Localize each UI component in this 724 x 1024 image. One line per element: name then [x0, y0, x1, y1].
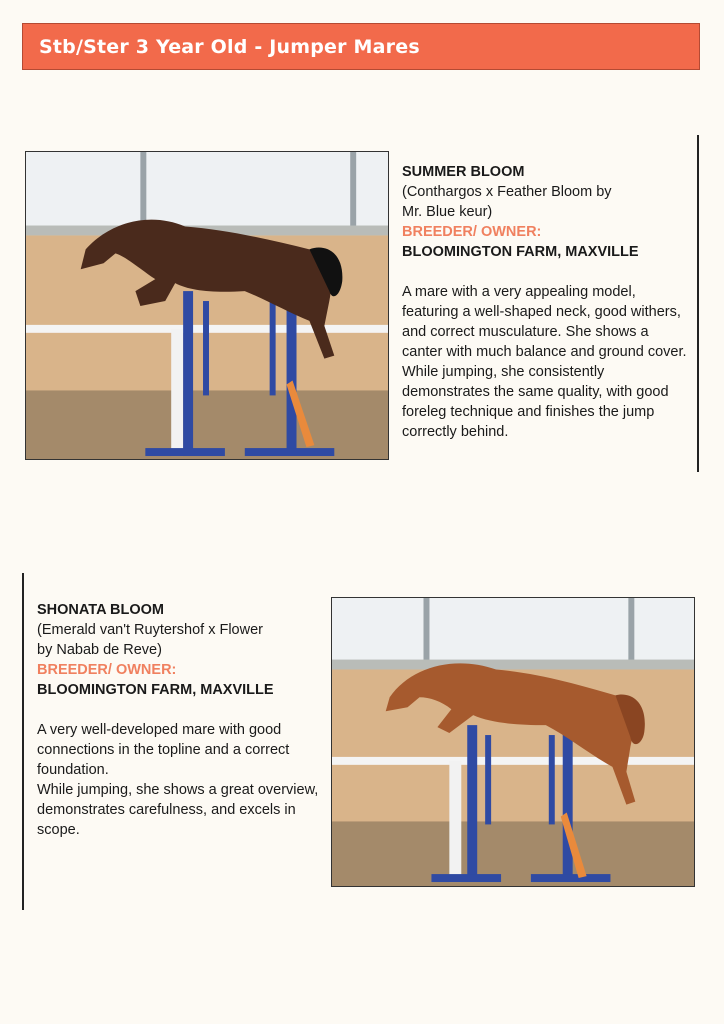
horse-pedigree: (Conthargos x Feather Bloom by Mr. Blue keur): [402, 184, 612, 220]
horse-description: A mare with a very appealing model, featuring a well-shaped neck, good withers, and correct musculature. She shows a canter with much balance and ground cover. While jumping, she consistently demonstrates the same quality, with good foreleg technique and finishes the jump correctly behind.: [402, 284, 687, 440]
breeder-owner-label: BREEDER/ OWNER:: [402, 224, 542, 240]
horse-jump-photo: [26, 152, 388, 459]
page-header: [22, 23, 700, 70]
breeder-owner-label: BREEDER/ OWNER:: [37, 662, 177, 678]
horse-info-summer-bloom: [402, 162, 692, 442]
breeder-owner-name: BLOOMINGTON FARM, MAXVILLE: [402, 244, 639, 260]
horse-photo-summer-bloom: [25, 151, 389, 460]
breeder-owner-name: BLOOMINGTON FARM, MAXVILLE: [37, 682, 274, 698]
horse-jump-photo: [332, 598, 694, 886]
horse-description: A very well-developed mare with good connections in the topline and a correct foundation. While jumping, she shows a great overview, demonstrates carefulness, and excels in scope.: [37, 722, 319, 838]
horse-info-shonata-bloom: [37, 600, 322, 840]
page-title: Stb/Ster 3 Year Old - Jumper Mares: [39, 36, 420, 58]
horse-name: SHONATA BLOOM: [37, 602, 164, 618]
horse-photo-shonata-bloom: [331, 597, 695, 887]
horse-pedigree: (Emerald van't Ruytershof x Flower by Nabab de Reve): [37, 622, 263, 658]
divider-line: [22, 573, 24, 910]
divider-line: [697, 135, 699, 472]
horse-name: SUMMER BLOOM: [402, 164, 525, 180]
